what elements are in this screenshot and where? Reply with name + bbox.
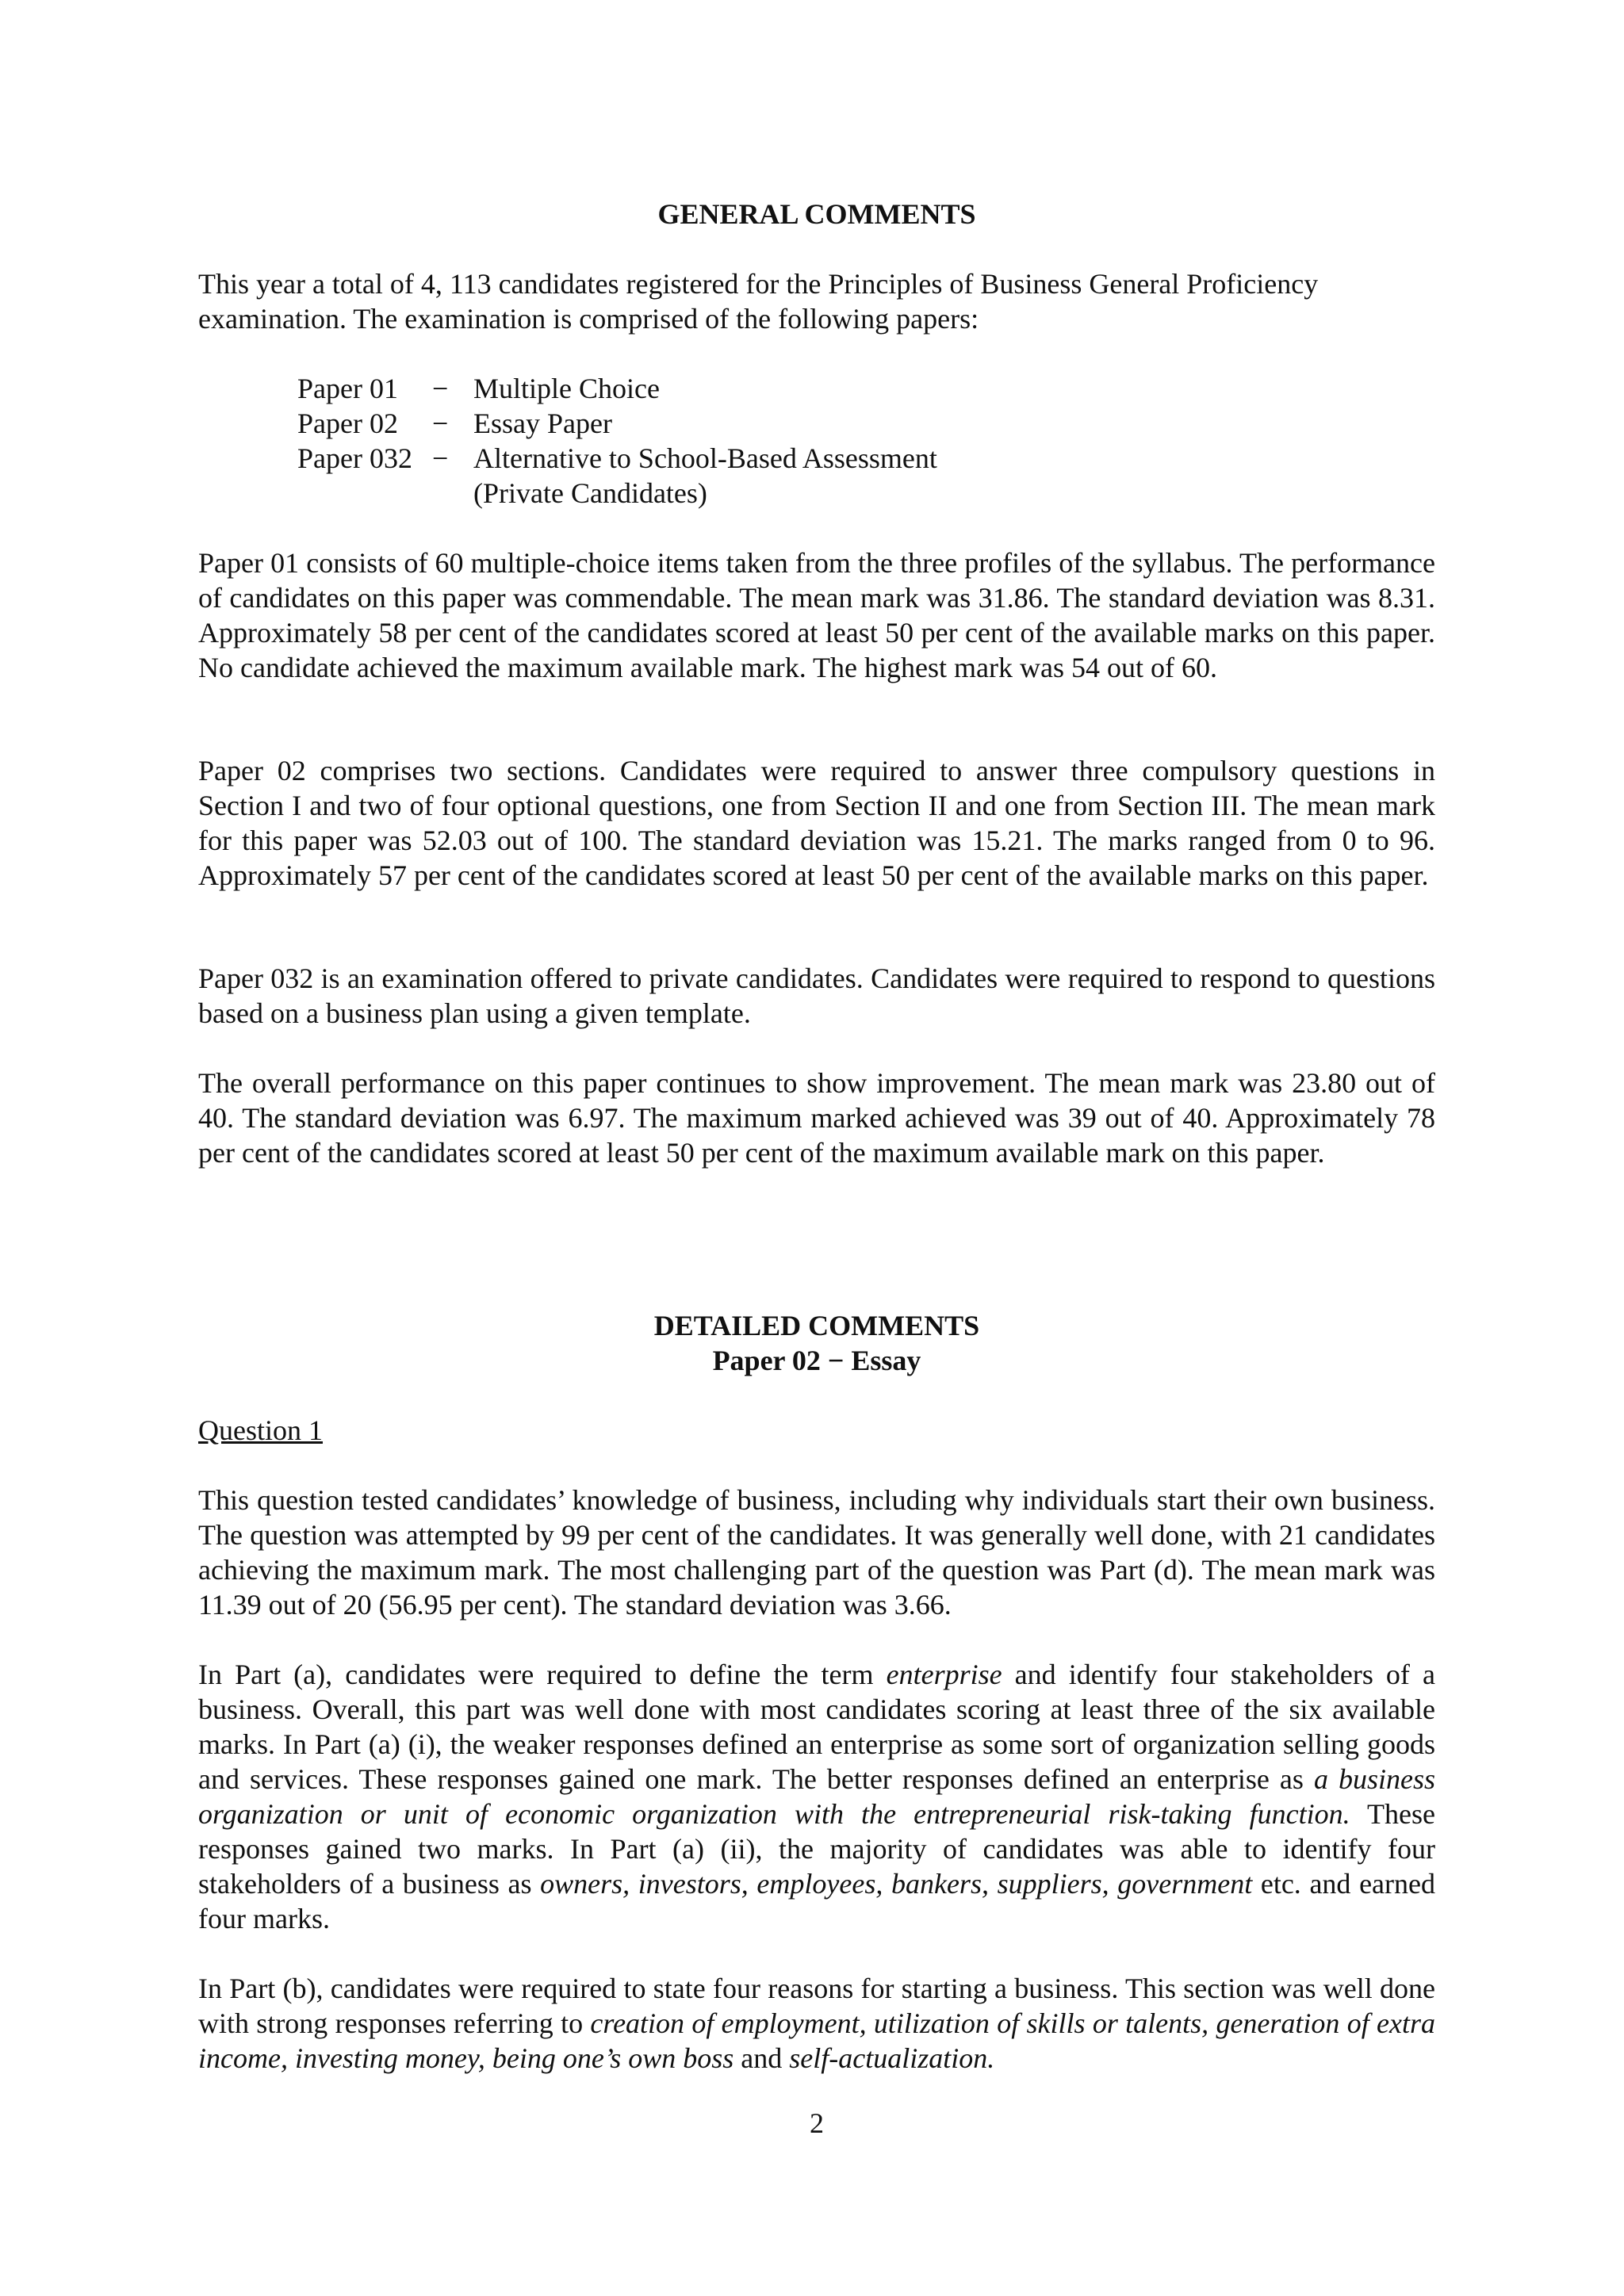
paper-032-note: (Private Candidates) [473, 477, 707, 509]
question-1-part-b-paragraph: In Part (b), candidates were required to state four reasons for starting a business. This section was well done with strong responses referring to creation of employment, utilization of skills or talents, generation of extra income, investing money, being one’s own boss and self-actualization. [198, 1973, 1436, 2074]
paper-01-paragraph: Paper 01 consists of 60 multiple-choice items taken from the three profiles of the syllabus. The performance of candidates on this paper was commendable. The mean mark was 31.86. The standard deviation was 8.31. Approximately 58 per cent of the candidates scored at least 50 per cent of the available marks on this paper. No candidate achieved the maximum available mark. The highest mark was 54 out of 60. [198, 547, 1435, 683]
question-1-label: Question 1 [198, 1414, 323, 1446]
paper-description: Multiple Choice [473, 373, 660, 404]
intro-paragraph: This year a total of 4, 113 candidates registered for the Principles of Business General Proficiency examination. The examination is comprised of the following papers: [198, 268, 1319, 335]
question-1-intro-paragraph: This question tested candidates’ knowledge of business, including why individuals start their own business. The question was attempted by 99 per cent of the candidates. It was generally well done, with 21 candidates achieving the maximum mark. The most challenging part of the question was Part (d). The mean mark was 11.39 out of 20 (56.95 per cent). The standard deviation was 3.66. [198, 1484, 1435, 1621]
detailed-comments-heading: DETAILED COMMENTS [653, 1310, 980, 1341]
overall-performance-paragraph: The overall performance on this paper continues to show improvement. The mean mark was 23.80 out of 40. The standard deviation was 6.97. The maximum marked achieved was 39 out of 40. Approximately 78 per cent of the candidates scored at least 50 per cent of the maximum available mark on this paper. [198, 1067, 1435, 1169]
paper-02-paragraph: Paper 02 comprises two sections. Candidates were required to answer three compulsory questions in Section I and two of four optional questions, one from Section II and one from Section III. The mean mark for this paper was 52.03 out of 100. The standard deviation was 15.21. The marks ranged from 0 to 96. Approximately 57 per cent of the candidates scored at least 50 per cent of the available marks on this paper. [198, 755, 1435, 891]
paper-description: Alternative to School-Based Assessment [473, 442, 937, 474]
paper-description: Essay Paper [473, 408, 612, 439]
paper-number: Paper 032 [297, 442, 412, 474]
paper-row [297, 441, 937, 476]
paper-dash: − [432, 442, 449, 474]
paper-dash: − [432, 408, 449, 439]
paper-row [297, 406, 937, 441]
papers-list [297, 371, 937, 511]
general-comments-heading: GENERAL COMMENTS [657, 198, 976, 230]
paper-032-paragraph: Paper 032 is an examination offered to private candidates. Candidates were required to respond to questions based on a business plan using a given template. [198, 962, 1435, 1029]
paper-02-essay-subheading: Paper 02 − Essay [712, 1345, 921, 1376]
paper-dash: − [432, 373, 449, 404]
paper-number: Paper 02 [297, 408, 398, 439]
document-page [198, 0, 1435, 2296]
paper-number: Paper 01 [297, 373, 398, 404]
paper-row [297, 371, 937, 406]
page-number: 2 [810, 2107, 824, 2139]
question-1-part-a-paragraph: In Part (a), candidates were required to define the term enterprise and identify four stakeholders of a business. Overall, this part was well done with most candidates scoring at least three of the six available marks. In Part (a) (i), the weaker responses defined an enterprise as some sort of organization selling goods and services. These responses gained one mark. The better responses defined an enterprise as a business organization or unit of economic organization with the entrepreneurial risk-taking function. These responses gained two marks. In Part (a) (ii), the majority of candidates was able to identify four stakeholders of a business as owners, investors, employees, bankers, suppliers, government etc. and earned four marks. [198, 1659, 1436, 1934]
